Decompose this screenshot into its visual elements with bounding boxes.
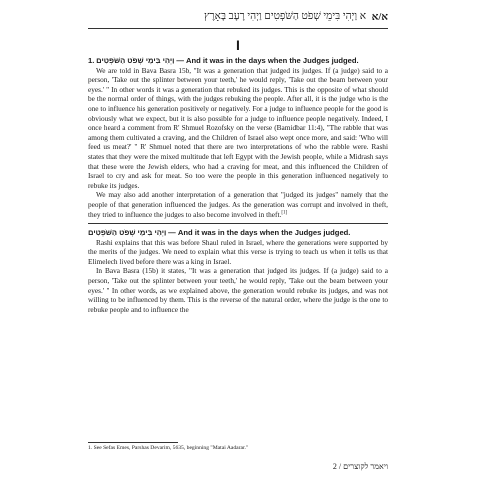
book-page bbox=[88, 10, 388, 472]
section-1-number: 1. bbox=[88, 56, 95, 65]
footnote-rule bbox=[88, 442, 178, 443]
section-1-heading bbox=[88, 56, 388, 66]
header-rule bbox=[88, 28, 388, 29]
section-2-paragraph: In Bava Basra (15b) it states, "It was a generation that judged its judges. If (a judge) said to a person, 'Take out the splinter between your teeth,' he would reply, 'Take out the beam between your eyes.' " In other words, as we explained above, the generation would rebuke its judges, and was not willing to be influenced by them. This is the reverse of the natural order, where the judge is the one to rebuke people and to influence the bbox=[88, 266, 388, 314]
section-2-hebrew-lead: וַיְהִי בִּימֵי שְׁפֹט הַשֹּׁפְטִים bbox=[88, 228, 167, 238]
section-1-english-lead: — And it was in the days when the Judges judged. bbox=[176, 56, 359, 65]
footnote-marker[interactable]: [1] bbox=[281, 210, 288, 216]
section-1-paragraph: We are told in Bava Basra 15b, "It was a generation that judged its judges. If (a judge) said to a person, 'Take out the splinter between your teeth,' he would reply, 'Take out the beam between your eyes.' " In other words it was a generation that rebuked its judges. This is the opposite of what should be the normal order of things, with the judges rebuking the people. After all, it is the judge who is the one to influence his generation positively or negatively. For a judge to influence people for the good is obviously what we expect, but it is also possible for a judge to influence people negatively. Indeed, I once heard a comment from R' Shmuel Rozofsky on the verse (Bamidbar 11:4), "The rabble that was among them cultivated a craving, and the Children of Israel also wept once more, and said: 'Who will feed us meat?' " R' Shmuel noted that there are two interpretations of who the rabble were. Rashi states that they were the mixed multitude that left Egypt with the Jewish people, while a Midrash says that these were the Jewish elders, who had a craving for meat, and this influenced the Children of Israel to cry and ask for meat. So too were the people in this generation influenced negatively to rebuke its judges. bbox=[88, 65, 388, 190]
header-verse: א וַיְהִי בִּימֵי שְׁפֹט הַשֹּׁפְטִים וַיְהִי רָעָב בָּאָרֶץ bbox=[204, 11, 366, 22]
main-text bbox=[88, 56, 388, 314]
section-2-heading bbox=[88, 228, 388, 238]
section-2-paragraph: Rashi explains that this was before Shaul ruled in Israel, where the generations were supported by the merits of the judges. We need to explain what this verse is trying to teach us when it tells us that Elimelech lived before there was a king in Israel. bbox=[88, 237, 388, 266]
footer-page-number: 2 / bbox=[332, 462, 342, 471]
section-2-english-lead: — And it was in the days when the Judges judged. bbox=[168, 228, 351, 238]
section-1-paragraph-text: We may also add another interpretation of a generation that "judged its judges" namely that the people of that generation influenced the judges. As the generation was corrupt and involved in theft, they tried to influence the judges to also become involved in theft. bbox=[88, 190, 388, 219]
page-footer bbox=[333, 462, 388, 471]
chapter-numeral: I bbox=[236, 37, 240, 53]
section-1-hebrew-lead: וַיְהִי בִּימֵי שְׁפֹט הַשֹּׁפְטִים bbox=[96, 56, 175, 65]
header-chapter-ref: א/א bbox=[371, 12, 388, 23]
footer-hebrew-title: ויאמר לקוצרים bbox=[343, 462, 388, 471]
footnotes bbox=[88, 442, 388, 452]
section-1-paragraph bbox=[88, 190, 388, 219]
footnote-text: 1. See Sefas Emes, Parshas Devarim, 5635, beginning "Matai Aadarar." bbox=[88, 445, 249, 451]
page-header bbox=[88, 10, 388, 28]
